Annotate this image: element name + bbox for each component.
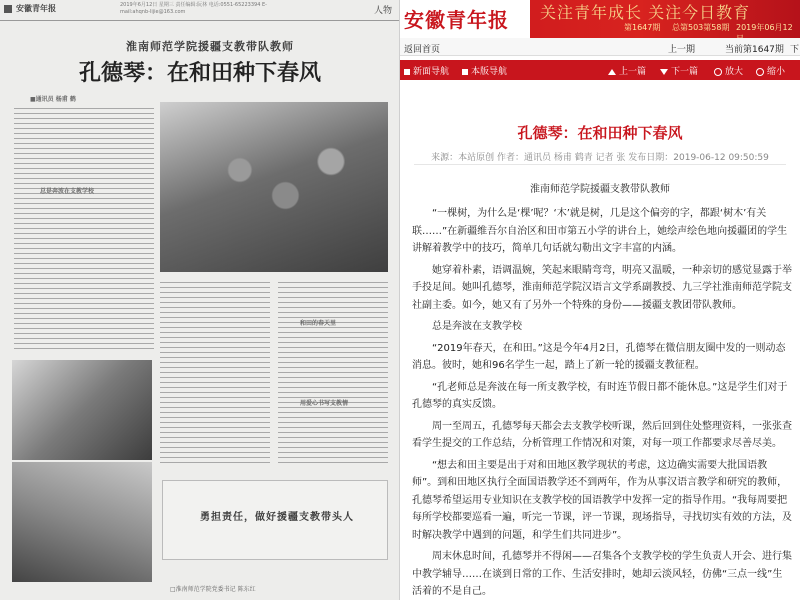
zoom-out-button[interactable] — [756, 64, 785, 77]
newspaper-header — [0, 0, 400, 20]
newspaper-subhead: 用爱心书写支教情 — [300, 400, 349, 407]
zoom-in-button[interactable] — [714, 64, 743, 77]
zoom-out-label: 缩小 — [767, 67, 786, 77]
header-rule — [0, 20, 400, 21]
article-meta: 来源：本站原创 作者：通讯员 杨甫 鹤青 记者 张 发布日期：2019-06-12 09:50:59 — [431, 153, 769, 163]
article-title: 孔德琴：在和田种下春风 — [517, 124, 683, 142]
next-issue-link[interactable]: 下 — [790, 45, 800, 55]
prev-article-label: 上一篇 — [619, 67, 647, 77]
article-paragraph: “2019年春天，在和田。”这是今年4月2日，孔德琴在微信朋友圈中发的一则动态消息。彼时，她和96名学生一起，踏上了新一轮的援疆支教征程。 — [412, 342, 786, 371]
section-nav-label: 本版导航 — [471, 67, 508, 77]
newspaper-logo: 安徽青年报 — [16, 3, 56, 13]
newspaper-subhead: 总是奔波在支教学校 — [40, 188, 95, 195]
newspaper-kicker: 淮南师范学院援疆支教带队教师 — [126, 40, 294, 53]
article-section-heading: 总是奔波在支教学校 — [432, 321, 522, 332]
prev-issue-link[interactable]: 上一期 — [668, 45, 696, 55]
next-article-label: 下一篇 — [671, 67, 699, 77]
home-link[interactable]: 返回首页 — [404, 45, 441, 55]
newspaper-byline: ■通讯员 杨甫 鹤 — [30, 96, 76, 103]
site-logo[interactable]: 安徽青年报 — [404, 8, 509, 32]
article-subtitle: 淮南师范学院援疆支教带队教师 — [530, 184, 670, 195]
article-paragraph: “想去和田主要是出于对和田地区教学现状的考虑，这边确实需要大批国语教师”。到和田地区执行全面国语教学还不到两年，作为从事汉语言教学和研究的教师，孔德琴希望运用专业知识在支教学校的国语教学中发挥一定的指导作用。“我每周要把每所学校都要巡看一遍，听完一节课，评一节课，现场指导，寻找切实有效的方法，及时解决教学中遇到的问题，和学生们共同进步”。 — [412, 459, 792, 541]
group-photo — [160, 102, 388, 272]
newspaper-subhead: 和田的春天里 — [300, 320, 337, 327]
zoom-in-label: 放大 — [725, 67, 744, 77]
article-paragraph: 她穿着朴素，语调温婉，笑起来眼睛弯弯，明亮又温暖，一种亲切的感觉显露于举手投足间。她叫孔德琴，淮南师范学院汉语言文学系副教授、九三学社淮南师范学院支社副主委。如今，她又有了另外一个特殊的身份——援疆支教团带队教师。 — [412, 264, 792, 311]
page-nav-label: 新面导航 — [413, 67, 450, 77]
issue-number: 第1647期 — [624, 23, 661, 32]
section-nav-button[interactable] — [462, 64, 507, 77]
classroom-photo — [12, 360, 152, 460]
epaper-page — [400, 0, 800, 600]
title-divider — [414, 164, 786, 165]
newspaper-meta: 2019年6月12日 星期三 责任编辑:阮林 电话:0551-65223394 E-mail:ahqnb-lijie@163.com — [120, 2, 267, 15]
site-slogan: 关注青年成长 关注今日教育 — [540, 3, 751, 22]
site-banner — [400, 0, 800, 38]
triangle-up-icon — [608, 69, 616, 75]
newspaper-section: 人物 — [373, 6, 392, 16]
article-toolbar — [400, 60, 800, 80]
current-issue-label: 当前第1647期 — [725, 45, 784, 55]
calligraphy-text: 勇担责任，做好援疆支教带头人 — [200, 512, 354, 523]
newspaper-column-3 — [278, 282, 388, 467]
prev-article-button[interactable] — [608, 64, 646, 77]
newspaper-logo-mark — [4, 5, 12, 13]
article-paragraph: 周末休息时间，孔德琴并不得闲——召集各个支教学校的学生负责人开会、进行集中教学辅导……在谈到日常的工作、生活安排时，她却云淡风轻，仿佛“三点一线”生活着的不是自己。 — [412, 551, 792, 597]
square-icon — [462, 69, 468, 75]
article-paragraph: 周一至周五，孔德琴每天都会去支教学校听课，然后回到住处整理资料，一张张查看学生提交的工作总结，分析管理工作情况和对策，对每一项工作都要求尽善尽美。 — [412, 420, 792, 449]
zoom-out-icon — [756, 68, 764, 76]
newspaper-headline: 孔德琴：在和田种下春风 — [78, 60, 321, 86]
article-paragraph: “孔老师总是奔波在每一所支教学校，有时连节假日都不能休息。”这是学生们对于孔德琴的真实反馈。 — [412, 381, 788, 410]
students-photo — [12, 462, 152, 582]
next-article-button[interactable] — [660, 64, 698, 77]
total-issue: 总第503第58期 — [672, 23, 730, 32]
newspaper-column-1 — [14, 108, 154, 353]
triangle-down-icon — [660, 69, 668, 75]
newspaper-footnote: □淮南师范学院党委书记 陈东红 — [170, 586, 256, 593]
issue-date: 2019年06月12 — [736, 23, 793, 32]
article-body — [412, 205, 792, 600]
square-icon — [404, 69, 410, 75]
newspaper-column-2 — [160, 282, 270, 467]
issue-nav — [400, 38, 800, 56]
page-nav-button[interactable] — [404, 64, 449, 77]
article-paragraph: “一棵树，为什么是‘棵’呢？‘木’就是树，几是这个偏旁的字，都跟‘树木’有关联……”在新疆维吾尔自治区和田市第五小学的讲台上，她绘声绘色地向援疆团的学生讲解着教学中的技巧，简单几句话就勾勒出文字丰富的内涵。 — [412, 208, 788, 254]
zoom-in-icon — [714, 68, 722, 76]
